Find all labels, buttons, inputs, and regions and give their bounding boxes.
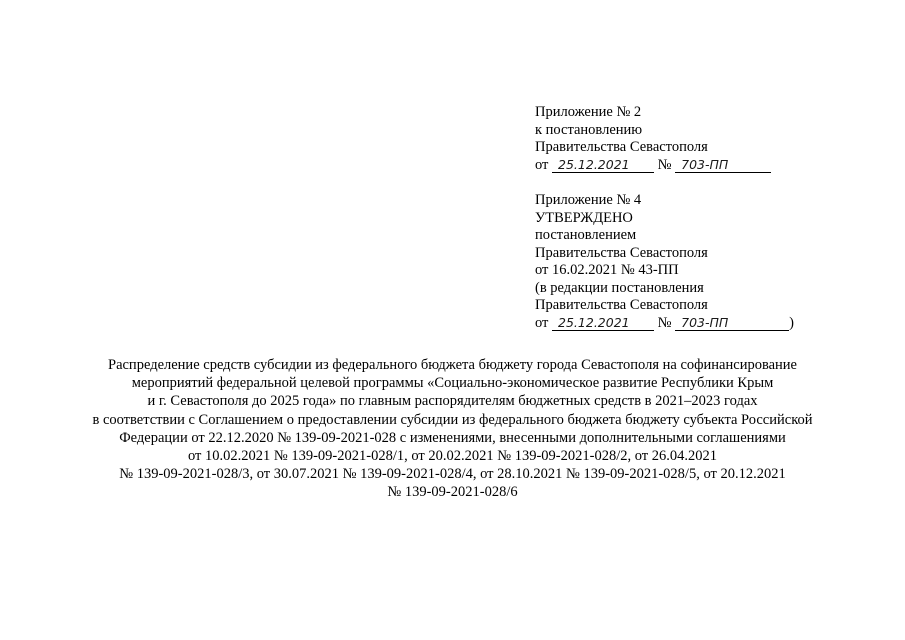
number-sign: № <box>657 314 672 331</box>
appendix-2-title: Приложение № 2 <box>535 104 642 120</box>
appendix-2-header <box>535 104 771 174</box>
handwritten-date: 25.12.2021 <box>552 158 654 173</box>
document-title <box>40 356 865 502</box>
appendix-2-ref: к постановлению <box>535 121 643 138</box>
title-line: № 139-09-2021-028/6 <box>387 484 518 501</box>
number-sign: № <box>657 156 672 173</box>
handwritten-number: 703-ПП <box>675 316 789 331</box>
appendix-4-date-line <box>535 315 794 333</box>
title-line: в соответствии с Соглашением о предоставлении субсидии из федерального бюджета бюджету субъекта Российской <box>92 411 813 428</box>
title-line: и г. Севастополя до 2025 года» по главным распорядителям бюджетных средств в 2021–2023 годах <box>147 393 758 410</box>
title-line: Распределение средств субсидии из федерального бюджета бюджету города Севастополя на софинансирование <box>108 357 797 373</box>
title-line: от 10.02.2021 № 139-09-2021-028/1, от 20.02.2021 № 139-09-2021-028/2, от 26.04.2021 <box>187 448 717 465</box>
closing-paren: ) <box>789 314 794 331</box>
approved-authority: Правительства Севастополя <box>535 244 708 261</box>
appendix-4-header <box>535 192 794 332</box>
appendix-2-authority: Правительства Севастополя <box>535 139 708 155</box>
revision-note: (в редакции постановления <box>535 279 704 296</box>
approved-by: постановлением <box>535 227 637 243</box>
appendix-4-title: Приложение № 4 <box>535 192 642 208</box>
from-label: от <box>535 156 549 173</box>
handwritten-number: 703-ПП <box>675 158 771 173</box>
title-line: № 139-09-2021-028/3, от 30.07.2021 № 139-09-2021-028/4, от 28.10.2021 № 139-09-2021-028/5, от 20.12.2021 <box>119 466 786 483</box>
appendix-2-date-line <box>535 157 771 175</box>
handwritten-date: 25.12.2021 <box>552 316 654 331</box>
title-line: мероприятий федеральной целевой программы «Социально-экономическое развитие Республики Крым <box>131 375 774 392</box>
approved-label: УТВЕРЖДЕНО <box>535 209 633 226</box>
approved-date: от 16.02.2021 № 43-ПП <box>535 262 679 278</box>
from-label: от <box>535 314 549 331</box>
revision-authority: Правительства Севастополя <box>535 297 708 313</box>
title-line: Федерации от 22.12.2020 № 139-09-2021-028 с изменениями, внесенными дополнительными соглашениями <box>119 429 786 446</box>
